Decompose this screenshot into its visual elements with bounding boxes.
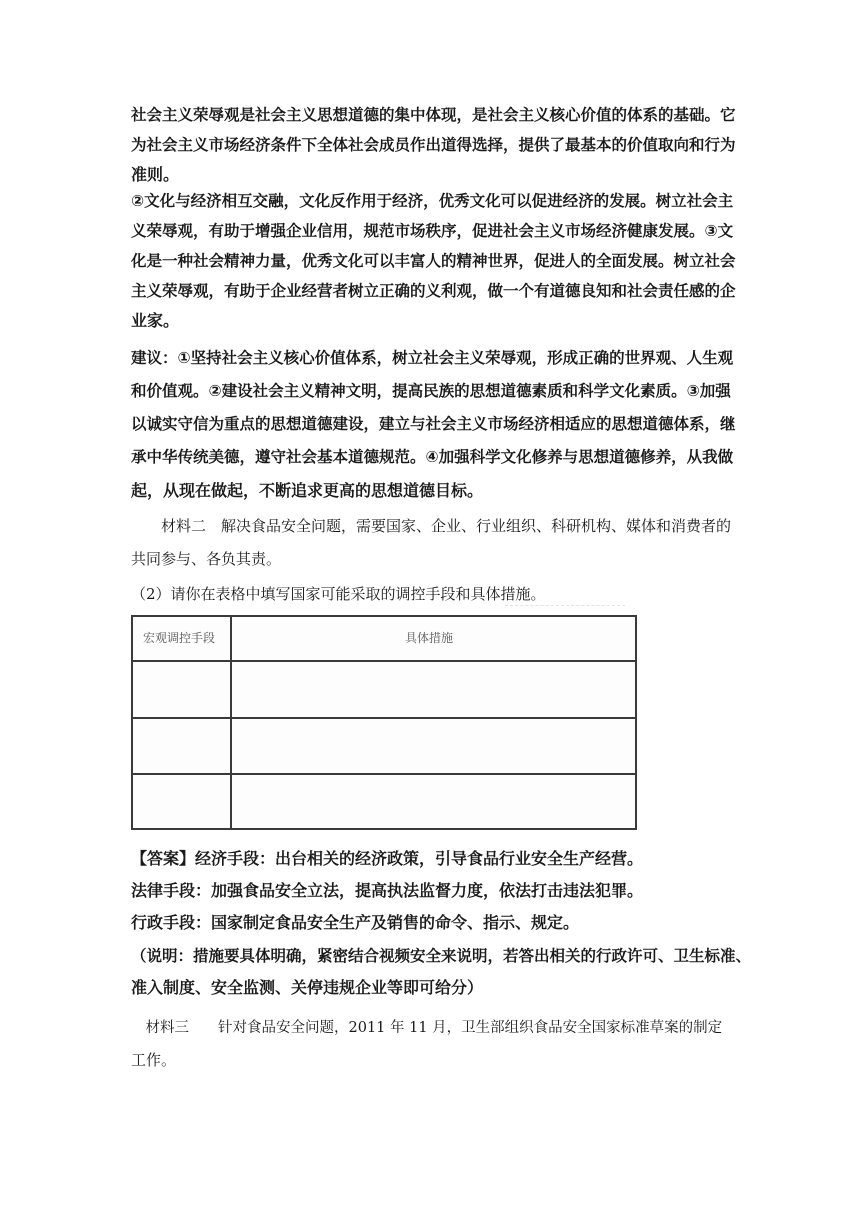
table-divider	[230, 617, 232, 828]
text-line: 为社会主义市场经济条件下全体社会成员作出道得选择，提供了最基本的价值取向和行为	[131, 136, 736, 154]
paragraph-culture-economy	[131, 186, 741, 336]
text-line: 业家。	[131, 311, 180, 330]
text-line: 准入制度、安全监测、关停违规企业等即可给分）	[131, 978, 484, 997]
paragraph-suggestions	[131, 342, 741, 507]
measures-table-image	[131, 615, 637, 830]
material-two	[131, 510, 741, 576]
text-line: 共同参与、各负其责。	[131, 550, 282, 568]
text-line: 承中华传统美德，遵守社会基本道德规范。④加强科学文化修养与思想道德修养，从我做	[131, 448, 734, 466]
text-line: 起，从现在做起，不断追求更高的思想道德目标。	[131, 481, 484, 500]
text-line: 准则。	[131, 165, 180, 184]
text-line: ②文化与经济相互交融，文化反作用于经济，优秀文化可以促进经济的发展。树立社会主	[131, 192, 734, 210]
paragraph-honor-disgrace-basis	[131, 100, 741, 190]
table-header-right: 具体措施	[405, 631, 454, 645]
text-line: 化是一种社会精神力量，优秀文化可以丰富人的精神世界，促进人的全面发展。树立社会	[131, 252, 736, 270]
text-line: 主义荣辱观，有助于企业经营者树立正确的义利观，做一个有道德良知和社会责任感的企	[131, 282, 736, 300]
table-divider	[133, 717, 635, 719]
text-line: （说明：措施要具体明确，紧密结合视频安全来说明，若答出相关的行政许可、卫生标准、	[131, 947, 752, 965]
question-two: （2）请你在表格中填写国家可能采取的调控手段和具体措施。	[131, 585, 546, 603]
scan-artifact	[505, 605, 625, 612]
text-line: 和价值观。②建设社会主义精神文明，提高民族的思想道德素质和科学文化素质。③加强	[131, 382, 731, 400]
answer-administrative: 行政手段：国家制定食品安全生产及销售的命令、指示、规定。	[131, 913, 580, 932]
answer-legal: 法律手段：加强食品安全立法，提高执法监督力度，依法打击违法犯罪。	[131, 881, 644, 900]
answer-note	[131, 940, 751, 1004]
text-line: 社会主义荣辱观是社会主义思想道德的集中体现，是社会主义核心价值的体系的基础。它	[131, 106, 736, 124]
text-line: 工作。	[131, 1051, 177, 1069]
text-line: 建议：①坚持社会主义核心价值体系，树立社会主义荣辱观，形成正确的世界观、人生观	[131, 349, 734, 367]
answer-economic	[131, 845, 741, 873]
answer-line: 经济手段：出台相关的经济政策，引导食品行业安全生产经营。	[195, 849, 644, 868]
material-three	[131, 1012, 741, 1076]
answer-tag: 【答案】	[131, 849, 196, 868]
table-header-left: 宏观调控手段	[143, 631, 216, 645]
text-line: 以诚实守信为重点的思想道德建设，建立与社会主义市场经济相适应的思想道德体系，继	[131, 415, 736, 433]
table-divider	[133, 773, 635, 775]
text-line: 材料三 针对食品安全问题，2011 年 11 月，卫生部组织食品安全国家标准草案的制定	[131, 1020, 723, 1036]
table-divider	[133, 660, 635, 662]
text-line: 材料二 解决食品安全问题，需要国家、企业、行业组织、科研机构、媒体和消费者的	[131, 517, 732, 535]
text-line: 义荣辱观，有助于增强企业信用，规范市场秩序，促进社会主义市场经济健康发展。③文	[131, 222, 734, 240]
